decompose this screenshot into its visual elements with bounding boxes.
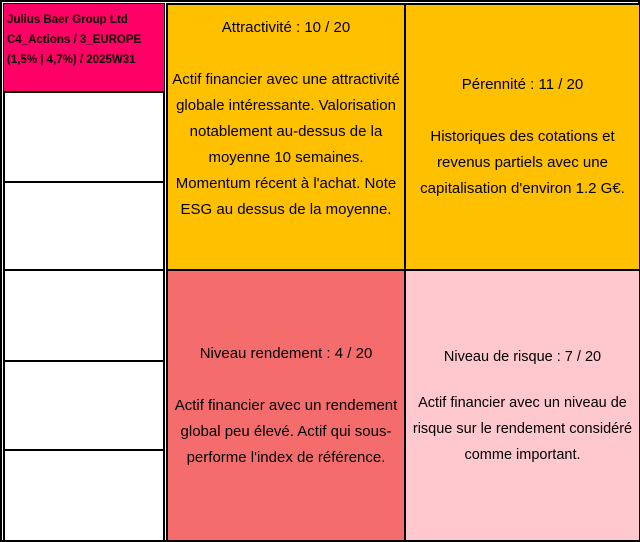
perennite-panel: [404, 3, 640, 271]
risque-text: Actif financier avec un niveau de risque sur le rendement considéré comme important.: [412, 394, 633, 463]
company-name: Julius Baer Group Ltd: [7, 14, 128, 26]
empty-cell-3: [3, 269, 165, 362]
perennite-title: Pérennité : 11 / 20: [461, 76, 584, 93]
empty-cell-1: [3, 91, 165, 183]
empty-cell-2: [3, 181, 165, 271]
asset-stats: (1,5% | 4,7%) / 2025W31: [7, 54, 136, 66]
attractivite-title: Attractivité : 10 / 20: [221, 19, 351, 36]
attractivite-text: Actif financier avec une attractivité globale intéressante. Valorisation notablement au-dessus de la moyenne 10 semaines. Momentum récent à l'achat. Note ESG au dessus de la moyenne.: [172, 71, 400, 218]
rendement-text: Actif financier avec un rendement global peu élevé. Actif qui sous-performe l'index de référence.: [174, 396, 398, 466]
risque-panel: [404, 269, 640, 542]
risque-title: Niveau de risque : 7 / 20: [443, 348, 602, 365]
perennite-text: Historiques des cotations et revenus partiels avec une capitalisation d'environ 1.2 G€.: [420, 128, 625, 197]
rendement-title: Niveau rendement : 4 / 20: [199, 344, 373, 362]
empty-cell-5: [3, 449, 165, 542]
rendement-panel: [166, 269, 406, 542]
asset-title-cell: [3, 3, 165, 92]
empty-cell-4: [3, 360, 165, 451]
asset-category: C4_Actions / 3_EUROPE: [7, 34, 142, 46]
attractivite-panel: [166, 3, 406, 271]
